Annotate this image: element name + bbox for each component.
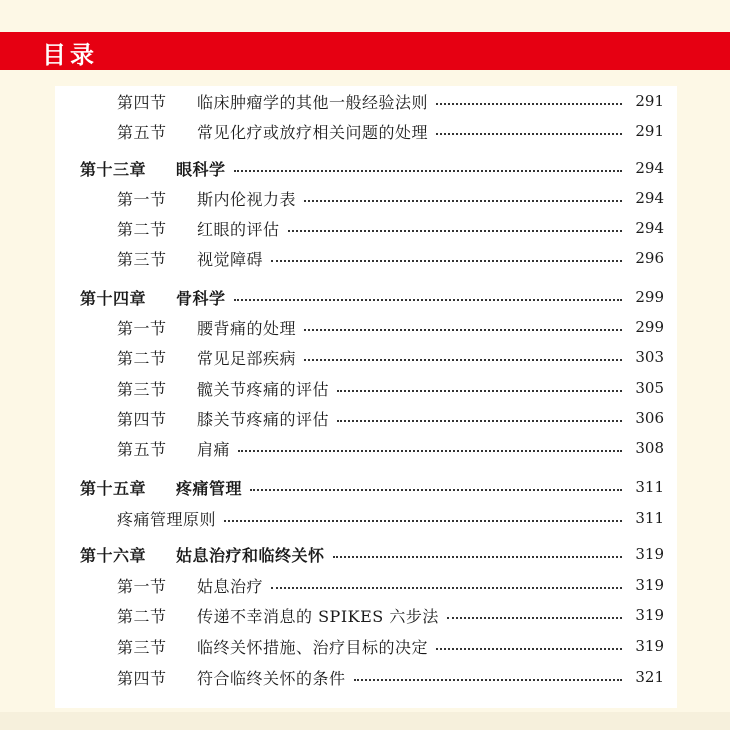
chapter-title: 骨科学 [176, 288, 226, 308]
section-number: 第一节 [117, 576, 167, 596]
section-number: 第五节 [117, 122, 167, 142]
page-number: 303 [635, 348, 664, 366]
section-title: 疼痛管理原则 [117, 509, 217, 529]
section-number: 第二节 [117, 219, 167, 239]
toc-section-row[interactable] [117, 664, 664, 690]
dot-leader [436, 101, 622, 105]
section-title: 腰背痛的处理 [197, 318, 297, 338]
section-number: 第一节 [117, 189, 167, 209]
section-title: 临床肿瘤学的其他一般经验法则 [197, 92, 429, 112]
chapter-title: 疼痛管理 [176, 478, 243, 498]
toc-entry-label [117, 187, 296, 210]
toc-entry-label [117, 346, 296, 369]
dot-leader [234, 297, 622, 301]
chapter-title: 姑息治疗和临终关怀 [176, 545, 325, 565]
page-number: 299 [635, 318, 664, 336]
dot-leader [304, 327, 622, 331]
toc-entry-label [117, 90, 428, 113]
section-title: 视觉障碍 [197, 249, 264, 269]
dot-leader [447, 615, 622, 619]
toc-section-row[interactable] [117, 118, 664, 144]
dot-leader [304, 357, 622, 361]
section-title: 膝关节疼痛的评估 [197, 409, 330, 429]
chapter-number: 第十五章 [80, 478, 147, 498]
section-title: 符合临终关怀的条件 [197, 668, 346, 688]
section-title: 髋关节疼痛的评估 [197, 379, 330, 399]
dot-leader [337, 418, 622, 422]
toc-entry-label [117, 316, 296, 339]
toc-entry-label [80, 286, 226, 309]
section-number: 第五节 [117, 439, 167, 459]
dot-leader [436, 131, 622, 135]
toc-section-row[interactable] [117, 88, 664, 114]
dot-leader [304, 198, 622, 202]
toc-section-row[interactable] [117, 435, 664, 461]
section-title: 肩痛 [197, 439, 231, 459]
toc-entry-label [80, 157, 226, 180]
toc-entry-label [80, 543, 325, 566]
toc-entry-label [117, 666, 346, 689]
dot-leader [250, 487, 622, 491]
toc-entry-label [117, 507, 216, 530]
toc-entry-label [117, 377, 329, 400]
toc-chapter-row[interactable] [80, 474, 664, 500]
section-number: 第四节 [117, 409, 167, 429]
toc-entry-label [117, 574, 263, 597]
toc-entry-label [117, 604, 439, 627]
bottom-strip [0, 712, 730, 730]
page-number: 294 [635, 159, 664, 177]
page-number: 319 [635, 576, 664, 594]
section-number: 第二节 [117, 348, 167, 368]
section-number: 第三节 [117, 249, 167, 269]
toc-chapter-row[interactable] [80, 284, 664, 310]
page-number: 294 [635, 189, 664, 207]
section-title: 临终关怀措施、治疗目标的决定 [197, 637, 429, 657]
toc-section-row[interactable] [117, 602, 664, 628]
chapter-number: 第十三章 [80, 159, 147, 179]
toc-section-row[interactable] [117, 572, 664, 598]
page-number: 311 [635, 478, 664, 496]
toc-section-row[interactable] [117, 245, 664, 271]
page-number: 299 [635, 288, 664, 306]
section-title: 常见足部疾病 [197, 348, 297, 368]
dot-leader [271, 585, 622, 589]
chapter-title: 眼科学 [176, 159, 226, 179]
toc-list [55, 86, 677, 708]
toc-section-row[interactable] [117, 633, 664, 659]
dot-leader [224, 518, 622, 522]
toc-entry-label [117, 217, 280, 240]
toc-entry-label [117, 407, 329, 430]
toc-chapter-row[interactable] [80, 155, 664, 181]
page-number: 306 [635, 409, 664, 427]
section-title: 常见化疗或放疗相关问题的处理 [197, 122, 429, 142]
chapter-number: 第十四章 [80, 288, 147, 308]
toc-section-row[interactable] [117, 405, 664, 431]
section-number: 第四节 [117, 668, 167, 688]
toc-section-row[interactable] [117, 375, 664, 401]
dot-leader [337, 388, 622, 392]
toc-entry-label [117, 437, 230, 460]
page-number: 308 [635, 439, 664, 457]
dot-leader [333, 554, 622, 558]
toc-section-row[interactable] [117, 505, 664, 531]
toc-section-row[interactable] [117, 314, 664, 340]
dot-leader [436, 646, 622, 650]
page-number: 319 [635, 545, 664, 563]
section-title: 斯内伦视力表 [197, 189, 297, 209]
toc-chapter-row[interactable] [80, 541, 664, 567]
page-number: 321 [635, 668, 664, 686]
toc-entry-label [117, 635, 428, 658]
section-title: 红眼的评估 [197, 219, 280, 239]
dot-leader [234, 168, 622, 172]
section-number: 第一节 [117, 318, 167, 338]
section-number: 第二节 [117, 606, 167, 626]
page-number: 291 [635, 92, 664, 110]
dot-leader [271, 258, 622, 262]
page-number: 319 [635, 637, 664, 655]
page-number: 319 [635, 606, 664, 624]
page-number: 291 [635, 122, 664, 140]
dot-leader [354, 677, 622, 681]
section-title: 传递不幸消息的 SPIKES 六步法 [197, 606, 439, 626]
page-number: 294 [635, 219, 664, 237]
dot-leader [288, 228, 622, 232]
toc-section-row[interactable] [117, 215, 664, 241]
toc-section-row[interactable] [117, 185, 664, 211]
toc-sheet [55, 86, 677, 708]
chapter-number: 第十六章 [80, 545, 147, 565]
section-title: 姑息治疗 [197, 576, 264, 596]
section-number: 第三节 [117, 379, 167, 399]
section-number: 第四节 [117, 92, 167, 112]
toc-entry-label [117, 247, 263, 270]
page-number: 296 [635, 249, 664, 267]
toc-section-row[interactable] [117, 344, 664, 370]
dot-leader [238, 448, 622, 452]
header-banner [0, 32, 730, 70]
section-number: 第三节 [117, 637, 167, 657]
toc-entry-label [80, 476, 242, 499]
toc-entry-label [117, 120, 428, 143]
page-number: 305 [635, 379, 664, 397]
page-title: 目录 [42, 41, 98, 69]
page-number: 311 [635, 509, 664, 527]
